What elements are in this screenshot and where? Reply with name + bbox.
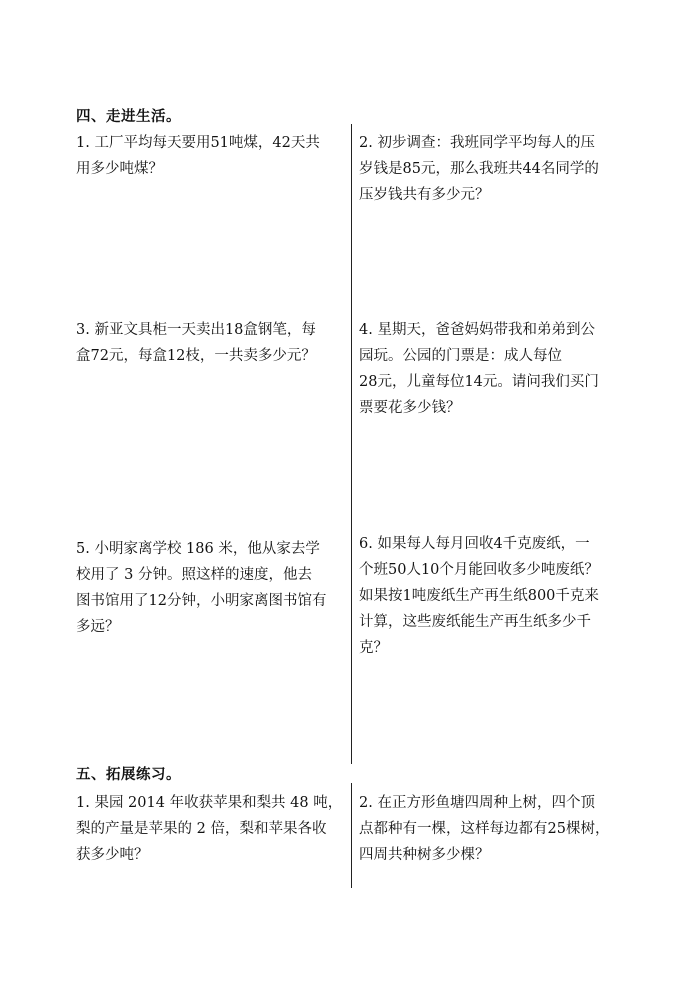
problem-4-3 bbox=[76, 317, 316, 369]
problem-line: 6. 如果每人每月回收4千克废纸，一 bbox=[359, 536, 590, 552]
problem-4-4 bbox=[359, 317, 599, 421]
problem-line: 获多少吨？ bbox=[76, 847, 149, 863]
problem-line: 园玩。公园的门票是：成人每位 bbox=[359, 348, 562, 364]
problem-line: 四周共种树多少棵？ bbox=[359, 847, 490, 863]
problem-line: 多远？ bbox=[76, 619, 120, 635]
problem-5-2 bbox=[359, 790, 609, 868]
problem-line: 1. 果园 2014 年收获苹果和梨共 48 吨， bbox=[76, 795, 343, 811]
problem-4-2 bbox=[359, 130, 599, 208]
problem-line: 1. 工厂平均每天要用51吨煤，42天共 bbox=[76, 135, 320, 151]
problem-line: 2. 初步调查：我班同学平均每人的压 bbox=[359, 135, 595, 151]
problem-4-1 bbox=[76, 130, 320, 182]
problem-line: 点都种有一棵，这样每边都有25棵树， bbox=[359, 821, 610, 837]
problem-line: 个班50人10个月能回收多少吨废纸？ bbox=[359, 562, 599, 578]
problem-line: 28元，儿童每位14元。请问我们买门 bbox=[359, 374, 599, 390]
problem-line: 5. 小明家离学校 186 米，他从家去学 bbox=[76, 541, 320, 557]
problem-4-6 bbox=[359, 531, 599, 661]
problem-line: 克？ bbox=[359, 640, 388, 656]
problem-line: 如果按1吨废纸生产再生纸800千克来 bbox=[359, 588, 599, 604]
problem-line: 梨的产量是苹果的 2 倍，梨和苹果各收 bbox=[76, 821, 327, 837]
column-divider-lower bbox=[351, 783, 352, 888]
problem-line: 盒72元，每盒12枝，一共卖多少元？ bbox=[76, 348, 316, 364]
problem-line: 计算，这些废纸能生产再生纸多少千 bbox=[359, 614, 591, 630]
column-divider-upper bbox=[351, 124, 352, 764]
problem-4-5 bbox=[76, 536, 326, 640]
problem-line: 2. 在正方形鱼塘四周种上树，四个顶 bbox=[359, 795, 595, 811]
section-five-title: 五、拓展练习。 bbox=[76, 766, 181, 783]
problem-5-1 bbox=[76, 790, 342, 868]
problem-line: 票要花多少钱？ bbox=[359, 400, 461, 416]
problem-line: 岁钱是85元，那么我班共44名同学的 bbox=[359, 161, 599, 177]
problem-line: 压岁钱共有多少元？ bbox=[359, 187, 490, 203]
problem-line: 3. 新亚文具柜一天卖出18盒钢笔，每 bbox=[76, 322, 316, 338]
problem-line: 4. 星期天，爸爸妈妈带我和弟弟到公 bbox=[359, 322, 595, 338]
problem-line: 用多少吨煤？ bbox=[76, 161, 163, 177]
problem-line: 图书馆用了12分钟，小明家离图书馆有 bbox=[76, 593, 327, 609]
section-four-title: 四、走进生活。 bbox=[76, 108, 181, 125]
problem-line: 校用了 3 分钟。照这样的速度，他去 bbox=[76, 567, 312, 583]
